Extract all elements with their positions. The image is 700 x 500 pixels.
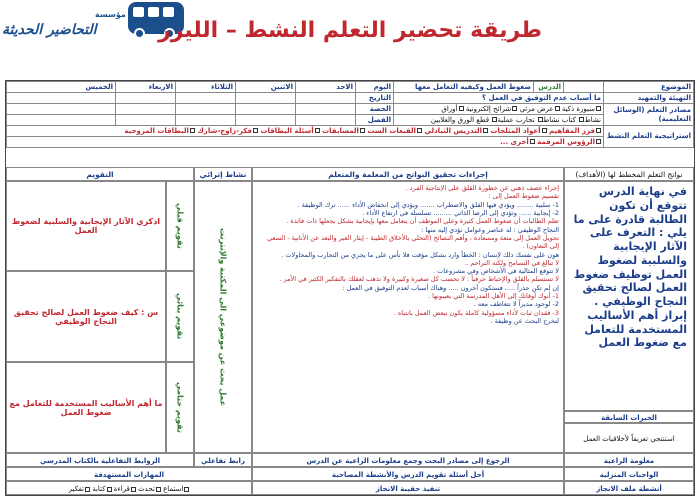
interactive-links-label: الروابط التفاعلية بالكتاب المدرسي (6, 453, 194, 467)
strategies-row-2 (7, 137, 604, 148)
resource-item: تجارب عملية (497, 115, 535, 124)
procedure-line: تحويل العمل إلى متعة ومسعادة ، وأهم النصائح (التحلي بالأخلاق الطيبة - إيثار الغير والبعد عن الأنانية - السعي إلى التعاون) . (267, 233, 559, 251)
procedure-line: إجراء عصف ذهني عن خطورة القلق على الإنتاجية الفرد . (405, 184, 559, 192)
procedure-line: إن لم تكن حذراً ..... فستكون آخرون ..... وهناك أسباب لعدم التوفيق في العمل : (342, 283, 559, 292)
day-monday: الاثنين (236, 82, 296, 93)
checkbox[interactable] (596, 128, 601, 133)
class-label: الفصل (356, 115, 394, 126)
resources-label: مصادر التعلم (الوسائل التعليمية) (604, 104, 694, 126)
strategy-item: القبعات الست (367, 126, 416, 135)
strategy-item: أعواد المثلجات (490, 126, 541, 135)
strategies-row-1 (7, 126, 604, 137)
homework-value: أحل أسئلة تقويم الدرس والأنشطة المصاحبة (252, 467, 564, 481)
intro-value: ما أسباب عدم التوفيق في العمل ؟ (394, 93, 604, 104)
evaluation-header: التقويم (6, 167, 194, 181)
eval-type-formative: تقويم بنائي (166, 271, 194, 362)
skill-item: تفكير (68, 485, 84, 493)
procedures-list (252, 181, 564, 453)
day-tuesday: الثلاثاء (176, 82, 236, 93)
interactive-link-label[interactable]: رابط تفاعلي (194, 453, 252, 467)
resource-item: أوراق (441, 104, 458, 113)
outcomes-text: في نهاية الدرس تتوقع أن تكون الطالبة قادرة على ما يلي : التعرف على الآثار الإيجابية والسلبية لضغوط العمل توظيف ضغوط العمل لصالح تحقيق النجاح الوظيفي . إبراز أهم الأساليب المستخدمة للتعامل مع ضغوط العمل (564, 181, 694, 411)
outcomes-header: نواتج التعلم المخطط لها (الأهداف) (564, 167, 694, 181)
date-label: التاريخ (356, 93, 394, 104)
skills-list (6, 481, 252, 495)
procedure-line: لا تستسلم بالقلق والإحباط حرفياً : لا تحسب كل صغيرة وكبيرة ولا تذهب لعقلك بالتفكير الكثير في الأمر . (279, 275, 559, 284)
checkbox[interactable] (596, 139, 601, 144)
checkbox[interactable] (542, 128, 547, 133)
skill-item: تحدث (138, 485, 155, 493)
strategy-item: التدريس التبادلي (424, 126, 482, 135)
logo-subtitle: مؤسسة (95, 10, 126, 19)
checkbox[interactable] (483, 128, 488, 133)
lesson-value: ضغوط العمل وكيفيه التعامل معها (394, 82, 534, 93)
homework-label: الواجبات المنزلية (564, 467, 694, 481)
resources-row-1 (394, 104, 604, 115)
procedure-line: 2- لوجود مديراً لا تتعاطف معه . (473, 300, 559, 309)
strategy-label: استراتيجية التعلم النشط (604, 126, 694, 148)
checkbox[interactable] (156, 487, 161, 492)
library-value: الرجوع إلى مصادر البحث وجمع معلومات الراعية عن الدرس (252, 453, 564, 467)
eval-question-summative: ما أهم الأساليب المستخدمة للتعامل مع ضغوط العمل (6, 362, 166, 453)
strategy-item: فرز المفاهيم (549, 126, 595, 135)
checkbox[interactable] (360, 128, 365, 133)
resource-item: نشاط (584, 115, 601, 124)
procedure-line: لتخرج البحث عن وظيفة . (490, 317, 559, 325)
checkbox[interactable] (459, 106, 464, 111)
prior-knowledge-label: الخبرات السابقة (564, 411, 694, 423)
strategy-item: البطاقات المروحية (124, 126, 189, 135)
procedure-line: لا تتوقع المثالية في الأشخاص وفي مشروعات . (432, 267, 559, 276)
checkbox[interactable] (107, 487, 112, 492)
day-thursday: الخميس (7, 82, 116, 93)
strategy-item: أسئلة البطاقات (260, 126, 314, 135)
procedure-line: 2- إيجابية ...... وتؤدي إلى الرضا الذاتي ......... تسلسله في ارتفاع الأداء . (362, 208, 559, 217)
resource-item: سبورة ذكية (561, 104, 595, 113)
procedure-line: لا تبالغ في التسامح ولكنه التراحم .. (464, 258, 559, 267)
skills-label: المهارات المستهدفة (6, 467, 252, 481)
checkbox[interactable] (315, 128, 320, 133)
day-sunday: الاحد (296, 82, 356, 93)
eval-type-pre: تقويم قبلي (166, 181, 194, 271)
info-header-table (6, 81, 694, 148)
procedure-line: 1- سلبية ........ ويؤدي فيها القلق والاضطراب ....... ويؤدي إلى انخفاض الأداء ...... ترك الوظيفة . (297, 200, 559, 209)
resource-item: كتاب نشاط (542, 115, 576, 124)
library-label: معلومة الراعية (564, 453, 694, 467)
procedure-line: تقسيم ضغوط العمل إلى : (488, 192, 559, 201)
lesson-plan-table (5, 80, 695, 496)
procedure-line: النجاح الوظيفي : له عناصر وعوامل تؤدي إليه منها : (421, 225, 559, 234)
checkbox[interactable] (184, 487, 189, 492)
skill-item: استماع (163, 485, 184, 493)
eval-question-formative: س : كيف ضغوط العمل لصالح تحقيق النجاح الوظيفي (6, 271, 166, 362)
checkbox[interactable] (512, 106, 517, 111)
resource-item: عرض مرئي (519, 104, 554, 113)
strategy-item: فكر-زاوج-شارك (197, 126, 252, 135)
day-label: اليوم (356, 82, 394, 93)
subject-label: الموضوع (604, 82, 694, 93)
checkbox[interactable] (253, 128, 258, 133)
strategy-item: المسابقات (322, 126, 359, 135)
resource-item: شرائح إلكترونية (465, 104, 512, 113)
checkbox[interactable] (190, 128, 195, 133)
checkbox[interactable] (596, 106, 601, 111)
file-value: تنفيذ حقيبة الانجاز (252, 481, 564, 495)
checkbox[interactable] (131, 487, 136, 492)
skill-item: قراءة (113, 485, 130, 493)
enrichment-header: نشاط إثرائي (194, 167, 252, 181)
prior-knowledge-value: استنتجي تعريفاً لأخلاقيات العمل (564, 423, 694, 453)
procedure-line: 1- أنوك أوقاتك إلى الأهل المدرسة التي يعيبونها . (427, 292, 559, 301)
procedures-header: إجراءات تحقيق النواتج من المعلمة والمتعلم (252, 167, 564, 181)
eval-question-pre: اذكري الآثار الإيجابية والسلبية لضغوط العمل (6, 181, 166, 271)
intro-label: التهيئة والتمهيد (604, 93, 694, 104)
subject-value (564, 82, 604, 93)
checkbox[interactable] (555, 106, 560, 111)
procedure-line: هون على نفسك ذلك لإنسان : الخطأ وارد بشكل مؤقت فلا تأس على ما يجري من التجارب والمحاولات . (281, 250, 559, 259)
lesson-label: الدرس (534, 82, 564, 93)
file-label: أنشطة ملف الانجاز (564, 481, 694, 495)
resources-row-2 (394, 115, 604, 126)
strategy-item: أخرى ... (500, 137, 529, 146)
skill-item: كتابة (92, 485, 106, 493)
checkbox[interactable] (85, 487, 90, 492)
checkbox[interactable] (417, 128, 422, 133)
period-label: الحصة (356, 104, 394, 115)
checkbox[interactable] (530, 139, 535, 144)
page-title: طريقة تحضير التعلم النشط – الليزر (158, 18, 542, 43)
enrichment-text: عمل بحث عن موضوعي الى المكتبة والإنترنت (194, 181, 252, 453)
eval-type-summative: تقويم ختامي (166, 362, 194, 453)
day-wednesday: الاربعاء (116, 82, 176, 93)
procedure-line: تعلم الطالبات أن ضغوط العمل كثيرة وعلى الموظف أن يتعامل معها بإيجابية بشكل يجعلها ذات فائدة . (286, 217, 559, 226)
resource-item: قطع الورق والغلايين (430, 115, 490, 124)
procedure-line: 3- فقدان ثبات لأداء مسؤولية كاملة يكون ببعض العمل بانتباه . (393, 308, 559, 317)
logo-brand-text: التحاضير الحديثة (2, 22, 97, 38)
strategy-item: الرؤوس المرقمة (537, 137, 595, 146)
